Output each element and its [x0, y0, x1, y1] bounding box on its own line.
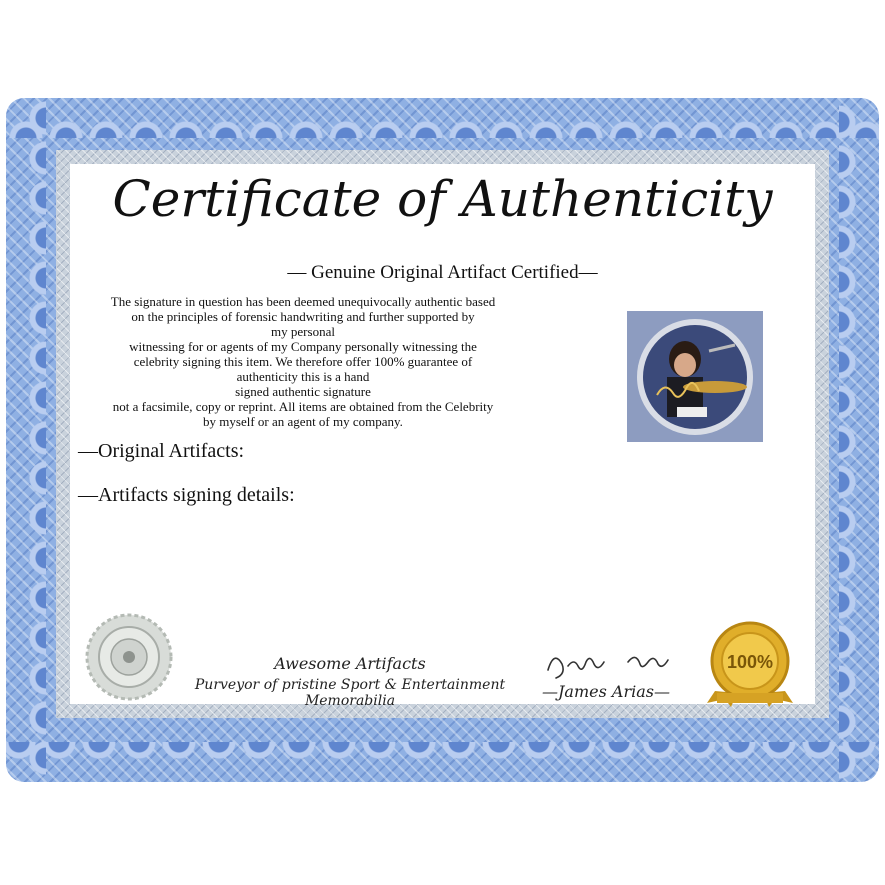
statement-line: my personal [271, 324, 335, 339]
border-scallop-right [839, 98, 879, 782]
statement-line: The signature in question has been deemed unequivocally authentic based [110, 294, 496, 309]
gold-guarantee-seal-icon [705, 619, 795, 709]
authenticity-statement [78, 294, 528, 429]
statement-line: signed authentic signature [235, 384, 371, 399]
signatory-name: —James Arias— [542, 682, 670, 701]
gold-seal-text: 100% [726, 652, 774, 672]
statement-line: on the principles of forensic handwriting and further supported by [131, 309, 475, 324]
company-name: Awesome Artifacts [274, 654, 426, 673]
statement-line: witnessing for or agents of my Company personally witnessing the [129, 339, 477, 354]
handwritten-signature [540, 644, 680, 684]
company-block [170, 654, 530, 709]
statement-line: by myself or an agent of my company. [203, 414, 403, 429]
statement-line: authenticity this is a hand [236, 369, 370, 384]
company-tagline: Purveyor of pristine Sport & Entertainment Memorabilia [194, 677, 506, 709]
certificate-panel [70, 164, 815, 709]
statement-line: celebrity signing this item. We therefore offer 100% guarantee of [133, 354, 473, 369]
certificate-subtitle: — Genuine Original Artifact Certified— [287, 262, 598, 283]
original-artifacts-label: —Original Artifacts: [78, 440, 245, 462]
border-scallop-top [6, 98, 879, 138]
border-scallop-left [6, 98, 46, 782]
statement-line: not a facsimile, copy or reprint. All items are obtained from the Celebrity [112, 399, 494, 414]
signed-photo-thumbnail [627, 311, 763, 442]
border-scallop-bottom [6, 742, 879, 782]
photo-illustration [627, 311, 763, 442]
grey-notary-seal-icon [84, 612, 174, 702]
artifact-signing-details-label: —Artifacts signing details: [78, 484, 295, 506]
certificate-title: Certificate of Authenticity [112, 170, 773, 228]
